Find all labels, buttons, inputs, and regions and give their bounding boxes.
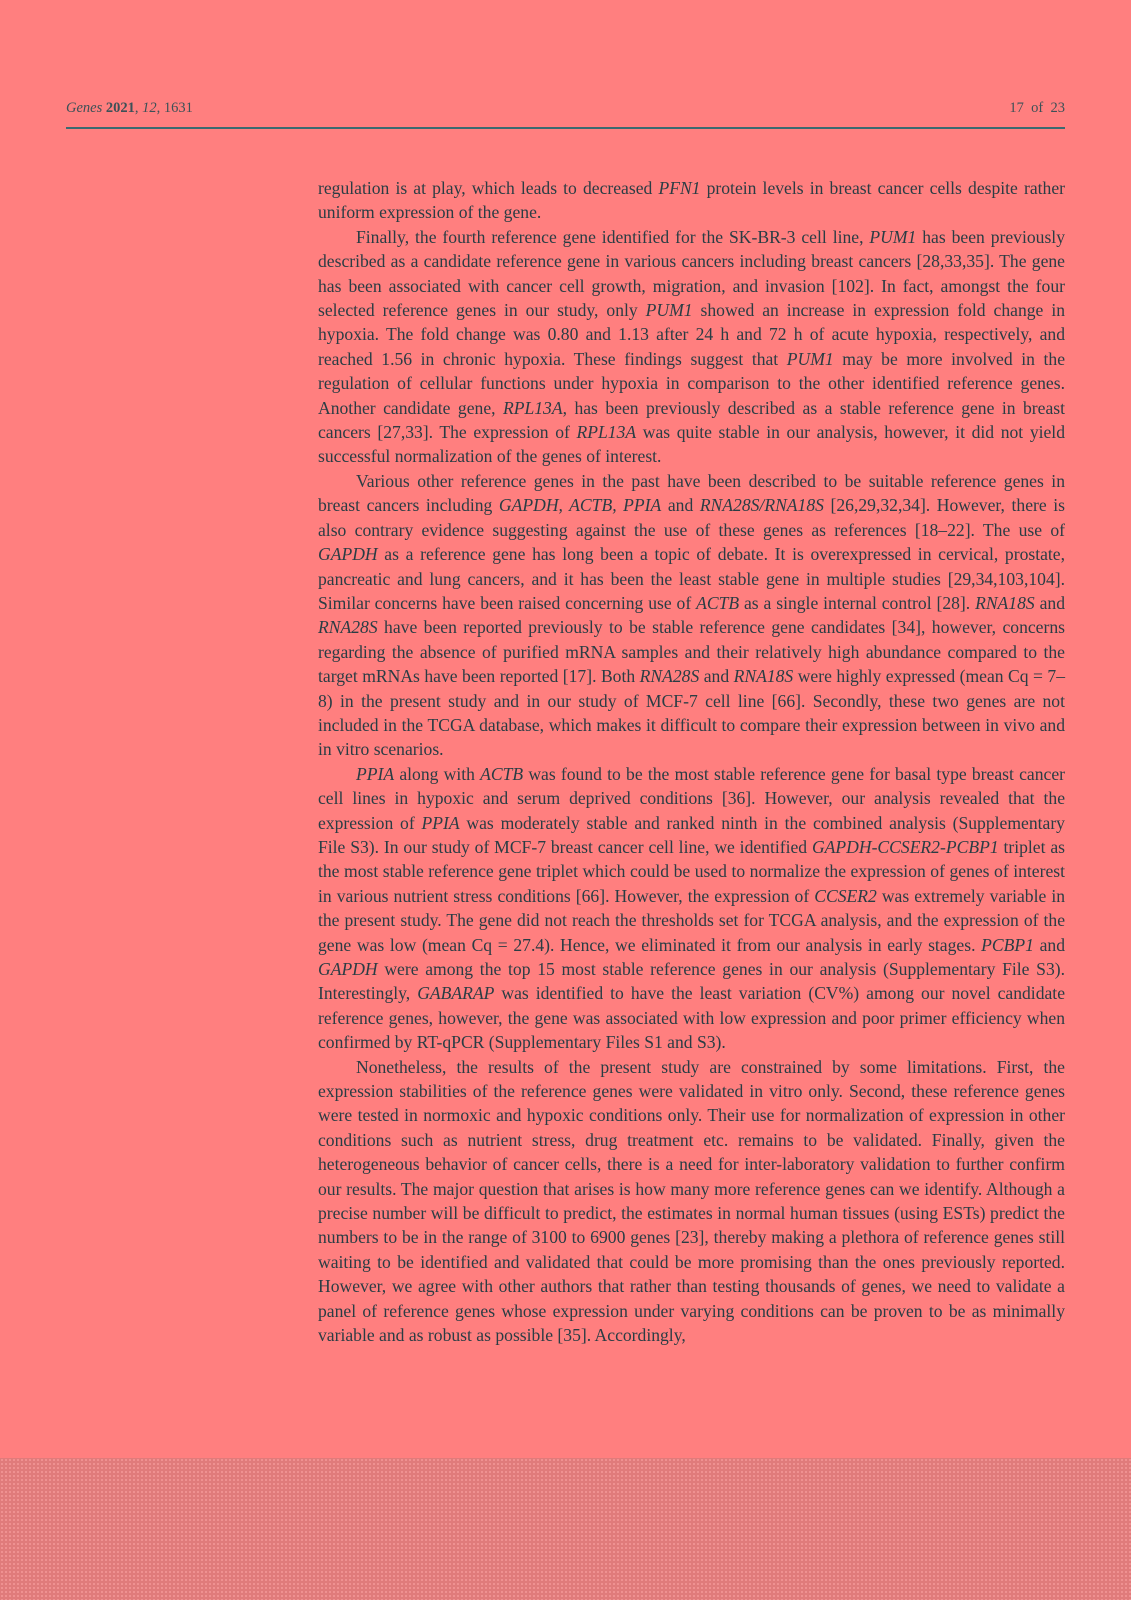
journal-citation: Genes 2021, 12, 1631: [66, 100, 193, 116]
journal-volume: 12: [142, 100, 157, 116]
page-of: of: [1031, 100, 1044, 116]
text-run: and: [699, 666, 734, 687]
page-number: [1009, 100, 1065, 117]
dotted-overlay: [0, 1458, 1131, 1600]
journal-year: 2021: [105, 100, 135, 116]
text-run: protein levels in breast cancer cells despite rather uniform expression of the gene.: [318, 178, 1065, 223]
text-run: was quite stable in our analysis, however, it did not yield successful normalization of the genes of interest.: [318, 422, 1065, 467]
journal-name: Genes: [66, 100, 103, 116]
gene-name: GAPDH: [318, 959, 378, 979]
gene-name: GABARAP: [417, 983, 495, 1004]
text-run: as a reference gene has long been a topic of debate. It is overexpressed in cervical, prostate, pancreatic and lung cancers, and it has been the least stable gene in multiple studies [29,34,103,104]. Similar concerns have been raised concerning use of: [318, 544, 1065, 613]
gene-name: GAPDH, ACTB, PPIA: [498, 495, 662, 516]
gene-name: RNA28S: [318, 617, 378, 638]
text-run: was moderately stable and ranked ninth in the combined analysis (Supplementary File S3). In our study of MCF-7 breast cancer cell line, we identified: [318, 812, 1065, 857]
body-paragraph: [318, 1055, 1065, 1348]
gene-name: ACTB: [480, 763, 524, 784]
gene-name: RPL13A: [576, 422, 637, 443]
text-run: , has been previously described as a stable reference gene in breast cancers [27,33]. The expression of: [318, 397, 1065, 443]
gene-name: RNA18S: [733, 666, 794, 687]
text-run: Nonetheless, the results of the present study are constrained by some limitations. First, the expression stabilities of the reference genes were validated in vitro only. Second, these reference genes were tested in normoxic and hypoxic conditions only. Their use for normalization of expression in other conditions such as nutrient stress, drug treatment etc. remains to be validated. Finally, given the heterogeneous behavior of cancer cells, there is a need for inter-laboratory validation to further confirm our results. The major question that arises is how many more reference genes can we identify. Although a precise number will be difficult to predict, the estimates in normal human tissues (using ESTs) predict the numbers to be in the range of 3100 to 6900 genes [23], thereby making a plethora of reference genes still waiting to be identified and validated that could be more promising than the ones previously reported. However, we agree with other authors that rather than testing thousands of genes, we need to validate a panel of reference genes whose expression under varying conditions can be proven to be as minimally variable and as robust as possible [35]. Accordingly,: [318, 1056, 1065, 1346]
article-body: [318, 176, 1065, 1348]
gene-name: GAPDH: [318, 544, 378, 565]
page-header: [66, 96, 1065, 126]
gene-name: RNA28S/RNA18S: [699, 495, 824, 516]
body-paragraph: [318, 176, 1065, 225]
header-rule: [66, 127, 1065, 129]
gene-name: PUM1: [645, 300, 693, 321]
text-run: regulation is at play, which leads to decreased: [318, 178, 659, 198]
article-number: 1631: [163, 100, 193, 116]
total-pages: 23: [1050, 100, 1065, 116]
text-run: have been reported previously to be stable reference gene candidates [34], however, concerns regarding the absence of purified mRNA samples and their relatively high abundance compared to the target mRNAs have been reported [17]. Both: [318, 617, 1065, 687]
gene-name: PUM1: [786, 348, 834, 369]
text-run: [26,29,32,34]. However, there is also contrary evidence suggesting against the use of these genes as references [18–22]. The use of: [318, 495, 1065, 540]
text-run: were among the top 15 most stable reference genes in our analysis (Supplementary File S3). Interestingly,: [318, 959, 1065, 1004]
text-run: Finally, the fourth reference gene identified for the SK-BR-3 cell line,: [356, 226, 870, 247]
gene-name: PPIA: [421, 812, 460, 833]
text-run: may be more involved in the regulation of cellular functions under hypoxia in comparison to the other identified reference genes. Another candidate gene,: [318, 348, 1066, 418]
body-paragraph: [318, 469, 1065, 762]
text-run: as a single internal control [28].: [739, 592, 976, 613]
gene-name: RNA28S: [639, 666, 700, 687]
gene-name: GAPDH-CCSER2-PCBP1: [811, 836, 999, 857]
text-run: has been previously described as a candidate reference gene in various cancers including breast cancers [28,33,35]. The gene has been associated with cancer cell growth, migration, and invasion [102]. In fact, amongst the four selected reference genes in our study, only: [318, 226, 1065, 321]
text-run: was extremely variable in the present study. The gene did not reach the thresholds set for TCGA analysis, and the expression of the gene was low (mean Cq = 27.4). Hence, we eliminated it from our analysis in early stages.: [318, 885, 1065, 955]
text-run: Various other reference genes in the past have been described to be suitable reference genes in breast cancers including: [318, 470, 1065, 516]
text-run: was identified to have the least variation (CV%) among our novel candidate reference genes, however, the gene was associated with low expression and poor primer efficiency when confirmed by RT-qPCR (Supplementary Files S1 and S3).: [318, 983, 1065, 1053]
gene-name: ACTB: [696, 592, 740, 613]
gene-name: PUM1: [869, 226, 917, 247]
body-paragraph: [318, 225, 1065, 469]
text-run: and: [1033, 934, 1065, 955]
text-run: were highly expressed (mean Cq = 7–8) in the present study and in our study of MCF-7 cell line [66]. Secondly, these two genes are not included in the TCGA database, which makes it difficult to compare their expression between in vivo and in vitro scenarios.: [318, 666, 1066, 760]
gene-name: PCBP1: [981, 934, 1034, 955]
gene-name: RNA18S: [975, 592, 1035, 613]
text-run: showed an increase in expression fold change in hypoxia. The fold change was 0.80 and 1.13 after 24 h and 72 h of acute hypoxia, respectively, and reached 1.56 in chronic hypoxia. These findings suggest that: [318, 300, 1066, 369]
text-run: triplet as the most stable reference gene triplet which could be used to normalize the expression of genes of interest in various nutrient stress conditions [66]. However, the expression of: [318, 836, 1065, 906]
gene-name: PFN1: [658, 178, 701, 198]
body-paragraph: [318, 762, 1065, 1055]
gene-name: PPIA: [356, 763, 395, 784]
text-run: and: [1034, 592, 1065, 613]
text-run: was found to be the most stable reference gene for basal type breast cancer cell lines in hypoxic and serum deprived conditions [36]. However, our analysis revealed that the expression of: [318, 763, 1065, 833]
text-run: and: [661, 495, 700, 516]
gene-name: RPL13A: [502, 397, 563, 418]
text-run: along with: [394, 763, 481, 784]
gene-name: CCSER2: [814, 885, 877, 906]
current-page: 17: [1009, 100, 1024, 116]
